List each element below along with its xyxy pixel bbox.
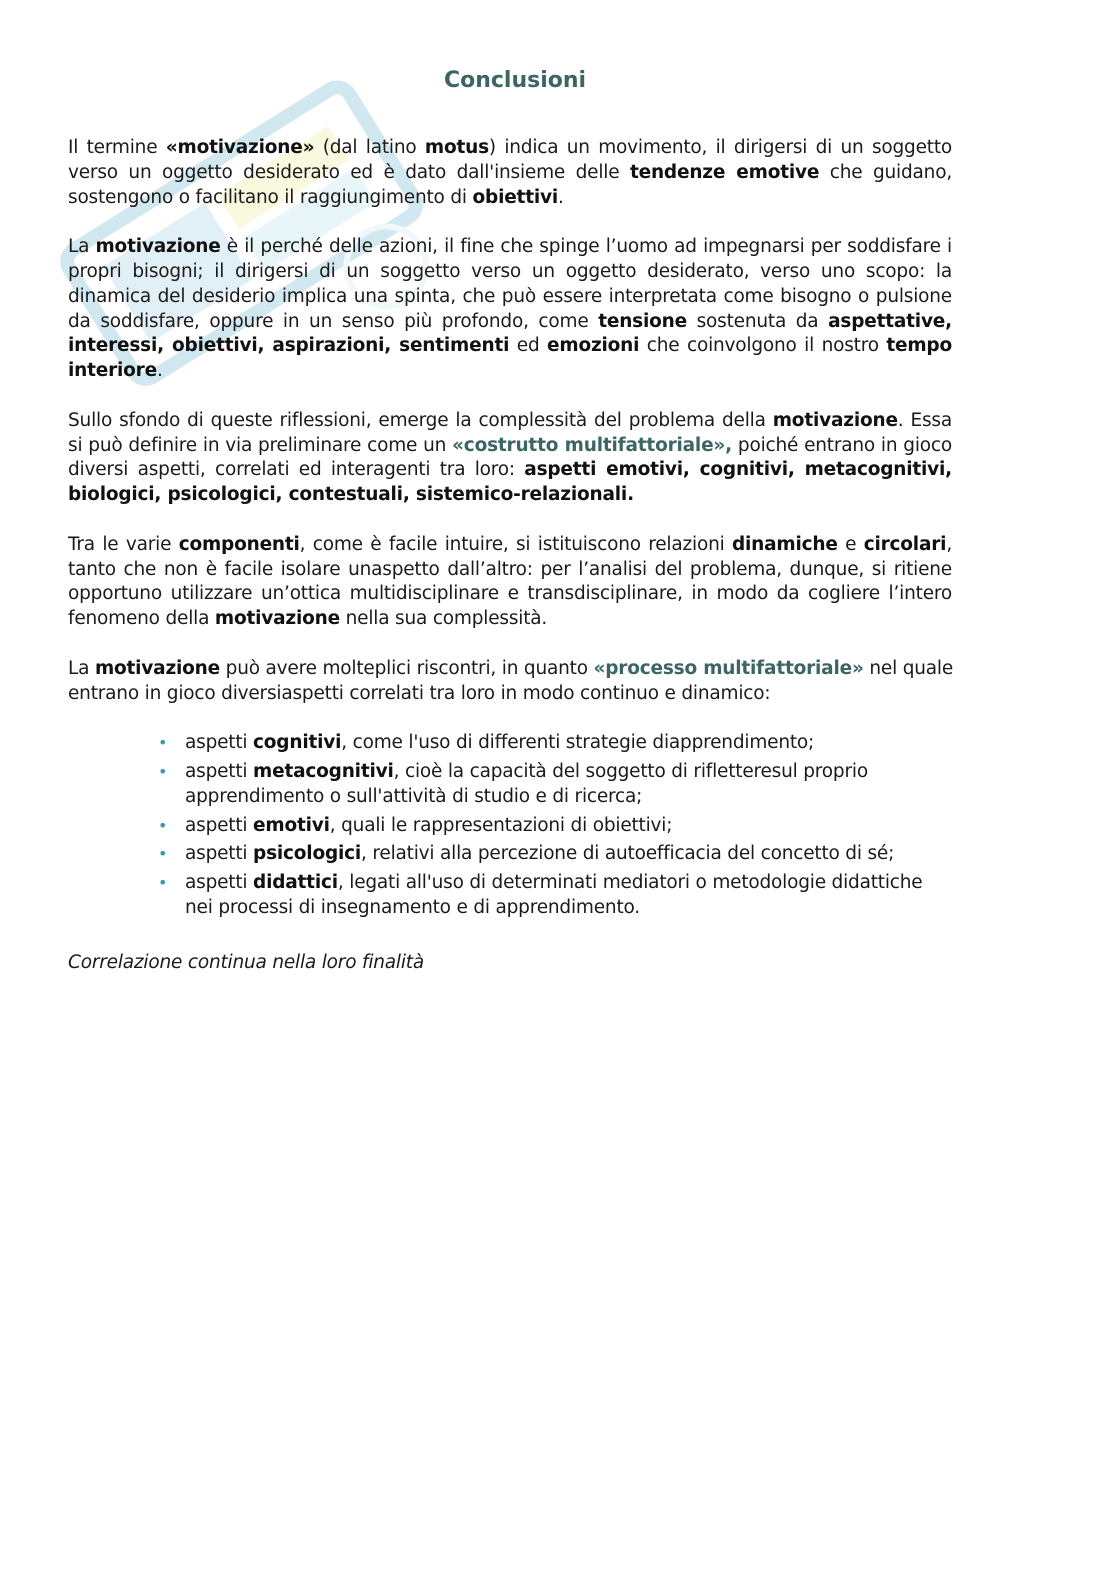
text-run: , come l'uso di differenti strategie diapprendimento; [341,732,815,754]
text-run: nel quale entrano in gioco diversiaspetti correlati tra loro in modo continuo e dinamico: [68,657,954,704]
bold-term: tendenze emotive [629,161,820,183]
text-run: ed [509,335,548,357]
bold-term: circolari [863,533,947,555]
text-run: , legati all'uso di determinati mediatori o metodologie didattiche nei processi di insegnamento e di apprendimento. [185,872,923,918]
paragraph-processo-multifattoriale [68,657,1026,707]
text-run: aspetti [185,814,254,836]
bold-term: motivazione [95,236,221,258]
bullet-icon: • [158,761,168,781]
text-run: Sullo sfondo di queste riflessioni, emerge la complessità del problema della [68,409,773,431]
text-run: , relativi alla percezione di autoefficacia del concetto di sé; [361,843,895,865]
bold-term: emozioni [547,335,640,357]
text-run: aspetti [185,843,254,865]
bold-term: dinamiche [731,533,838,555]
text-run: può avere molteplici riscontri, in quanto [220,657,594,679]
text-run: , tanto che non è facile isolare unaspetto dall’altro: per l’analisi del problema, dunque, si ritiene opportuno utilizzare un’ottica multidisciplinare e transdisciplinare, in modo da cogliere l’intero fenomeno della [68,533,952,630]
text-run: aspetti [185,732,254,754]
bold-term: «motivazione» [165,137,315,158]
text-run: . [156,360,163,382]
text-run: Tra le varie [68,533,179,555]
bullet-icon: • [158,873,168,893]
aspect-item [158,731,952,756]
bold-term: tensione [598,310,687,332]
bold-term: emotivi [253,814,330,836]
bullet-icon: • [158,844,168,864]
paragraph-motivazione-perche [68,235,952,384]
bold-term: aspettative, interessi, obiettivi, aspirazioni, sentimenti [68,310,952,357]
closing-note: Correlazione continua nella loro finalità [68,951,424,973]
paragraph-motivazione-definizione [68,136,952,210]
text-run: aspetti [185,760,254,782]
text-run: , come è facile intuire, si istituiscono relazioni [299,533,732,555]
paragraph-componenti [68,533,952,632]
text-run: , quali le rappresentazioni di obiettivi; [329,814,673,836]
aspect-item [158,814,952,839]
aspect-item [158,871,952,921]
bold-term: metacognitivi [253,760,394,782]
text-run: . [558,186,564,208]
text-run: poiché entrano in gioco diversi aspetti, correlati ed interagenti tra loro: [68,434,952,481]
bold-term: obiettivi [472,186,558,208]
bold-term: motivazione [214,608,340,630]
document-body [68,136,952,976]
paragraph-costrutto-multifattoriale [68,409,952,508]
text-run: sostenuta da [686,310,829,332]
text-run: La [68,236,96,258]
text-run: è il perché delle azioni, il fine che spinge l’uomo ad impegnarsi per soddisfare i propri bisogni; il dirigersi di un soggetto verso un oggetto desiderato, verso uno scopo: la dinamica del desiderio implica una spinta, che può essere interpretata come bisogno o pulsione da soddisfare, oppure in un senso più profondo, come [68,236,952,332]
text-run: (dal latino [314,137,425,158]
aspect-item [158,760,952,810]
bold-term: motivazione [94,657,220,679]
text-run: ) indica un movimento, il dirigersi di un soggetto verso un oggetto desiderato ed è dato dall'insieme delle [68,137,952,183]
text-run: . Essa si può definire in via preliminare come un [68,409,952,456]
text-run: che coinvolgono il nostro [639,335,887,357]
bold-term: didattici [253,872,338,894]
text-run: La [68,657,95,679]
page-title: Conclusioni [443,68,587,93]
highlight-term: «costrutto multifattoriale», [452,434,732,456]
bold-term: componenti [178,533,300,555]
aspect-item [158,842,952,867]
bold-term: motus [424,137,489,158]
text-run: , cioè la capacità del soggetto di rifletteresul proprio apprendimento o sull'attività di studio e di ricerca; [185,760,868,807]
aspects-list [68,731,952,921]
bold-term: tempo interiore [68,335,952,382]
bold-term: aspetti emotivi, cognitivi, metacognitivi, biologici, psicologici, contestuali, sistemico-relazionali. [68,459,952,506]
text-run: che guidano, sostengono o facilitano il raggiungimento di [68,161,952,208]
text-run: Il termine [68,137,166,158]
text-run: e [837,533,864,555]
bullet-icon: • [158,733,168,753]
bold-term: cognitivi [253,732,342,754]
bold-term: motivazione [772,409,898,431]
highlight-term: «processo multifattoriale» [593,657,864,679]
bullet-icon: • [158,815,168,835]
text-run: nella sua complessità. [339,608,548,630]
bold-term: psicologici [253,843,362,865]
text-run: aspetti [185,872,254,894]
